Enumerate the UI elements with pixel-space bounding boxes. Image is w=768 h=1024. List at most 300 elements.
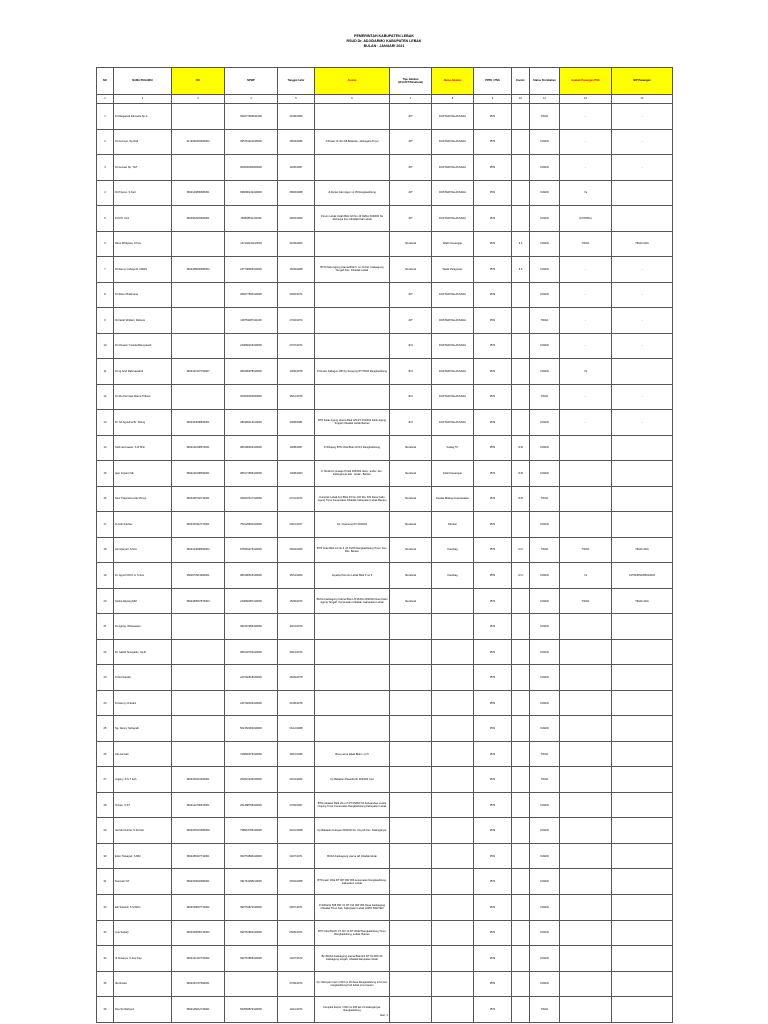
cell-alamat: Jl. Muslimin prasajo 8 blok 005/002 desa ; ander, kec : kalanganyar kab : lebak - Banten [315,461,390,487]
cell-eselon [512,716,530,742]
cell-status-pernikahan: KAWIN [530,894,560,920]
cell-tanggal-lahir: 16/06/1968 [278,257,315,283]
cell-eselon [512,946,530,972]
cell-npwp: 259307417419000 [225,486,278,512]
cell-nip-pasangan [612,971,673,997]
cell-tanggal-lahir: 25/12/1978 [278,384,315,410]
cell-alamat [315,639,390,665]
cell-tanggal-lahir: 27/07/1974 [278,333,315,359]
cell-status-pernikahan: KAWIN [530,333,560,359]
cell-no: 26 [97,741,114,767]
cell-tanggal-lahir: 17/02/1974 [278,308,315,334]
cell-nik: 3602052903690001 [172,206,225,232]
col-header-nik: NIK [172,68,225,95]
cell-alamat: BTN Kadu Agung Utama Blok C no 10 Kel. Kaduagung Tengah Kec. Cibadak Lebak [315,257,390,283]
cell-status-pernikahan: KAWIN [530,716,560,742]
cell-nip-pasangan: - [612,155,673,181]
cell-eselon: III.B [512,486,530,512]
table-row [97,741,673,767]
cell-npwp: 093167956419000 [225,614,278,640]
cell-pppk-pns: PNS [474,690,512,716]
table-row [97,537,673,563]
cell-nama: Juglery, S.S.T Keb [114,767,172,793]
cell-npwp: 090751896419000 [225,843,278,869]
cell-pppk-pns: PNS [474,486,512,512]
cell-tanggal-lahir: 15/09/1970 [278,588,315,614]
cell-alamat: Bni BUKA Kaduagung utama Blok E/4 RT 04 /RW 03 kaduagung tengah, cibadak kabupaten lebak [315,946,390,972]
cell-eselon: IV.A [512,537,530,563]
cell-nip-pasangan [612,512,673,538]
cell-pppk-pns: PNS [474,665,512,691]
cell-nama-jabatan [432,997,474,1023]
cell-status-pernikahan: KAWIN [530,512,560,538]
cell-pasangan-pns [560,639,612,665]
cell-status-pernikahan: KAWIN [530,971,560,997]
cell-nama-jabatan [432,639,474,665]
cell-eselon: III.B [512,435,530,461]
cell-status-pernikahan: KAWIN [530,946,560,972]
col-header-nip-pasangan: NIP Pasangan [612,68,673,95]
cell-alamat: Jl.Durian Kali Jagur no 35 Rangkasbitung [315,180,390,206]
cell-nip-pasangan [612,665,673,691]
table-row [97,588,673,614]
cell-pppk-pns: PNS [474,639,512,665]
cell-pasangan-pns [560,614,612,640]
cell-nip-pasangan: - [612,333,673,359]
col-header-nama: NAMA PEGAWAI [114,68,172,95]
cell-nama-jabatan: DOKTER PELAKSANA [432,206,474,232]
cell-nik [172,155,225,181]
cell-pasangan-pns [560,869,612,895]
cell-status-pernikahan: KAWIN [530,665,560,691]
cell-nama: Sufina Eliyang,MM [114,588,172,614]
cell-nama-jabatan [432,792,474,818]
page-number: Hal. 1 [380,1013,388,1017]
cell-pppk-pns: PNS [474,180,512,206]
cell-pppk-pns: PNS [474,104,512,130]
cell-alamat: Jl.Fraser III /02-4/8 Belawan, Jatinegara Timur [315,129,390,155]
cell-status-pernikahan: KAWIN [530,588,560,614]
cell-nik: 3602141008630001 [172,461,225,487]
cell-nip-pasangan [612,894,673,920]
cell-status-pernikahan: KAWIN [530,843,560,869]
cell-npwp: 147146311413000 [225,231,278,257]
cell-nama: Tetuan, S.ST [114,792,172,818]
cell-nik: 3602150605710002 [172,920,225,946]
cell-alamat: BUKA Kaduagung Utama Blok L/5 Rt/Rw 003/002 Desa Kadu Agung Tengah, Kecamatan Cibadak, Kabupaten Lebak [315,588,390,614]
cell-nip-pasangan: - [612,308,673,334]
cell-eselon [512,333,530,359]
cell-pasangan-pns [560,997,612,1023]
cell-status-pernikahan: KAWIN [530,614,560,640]
cell-npwp: 243792518419000 [225,665,278,691]
col-header-status-pernikahan: Status Pernikahan [530,68,560,95]
cell-alamat: Jayaloq Perumo Lebak Blok F no 5 [315,563,390,589]
cell-alamat [315,690,390,716]
cell-pppk-pns: PNS [474,741,512,767]
cell-tipe-jabatan: JFT [390,308,432,334]
cell-tanggal-lahir: 21/09/1963 [278,231,315,257]
cell-tipe-jabatan [390,946,432,972]
cell-pppk-pns: PNS [474,129,512,155]
cell-npwp: 000000000000000 [225,155,278,181]
cell-tanggal-lahir: 07/01/1971 [278,486,315,512]
cell-eselon [512,997,530,1023]
cell-status-pernikahan: TIDAK [530,741,560,767]
cell-nama: Edi Sutandi, S.Si,MKs [114,894,172,920]
table-row [97,435,673,461]
cell-no: 4 [97,180,114,206]
cell-nip-pasangan: - [612,410,673,436]
cell-eselon: III.B [512,461,530,487]
cell-nip-pasangan [612,180,673,206]
cell-pppk-pns: PNS [474,333,512,359]
cell-no: 33 [97,920,114,946]
cell-alamat: Komplek Lebak Asri Blok F3 No 13A Rw. 003 Desa Kadu Agung Timur Kecamatan Cibadak Kabupaten Lebak Banten [315,486,390,512]
cell-pasangan-pns [560,971,612,997]
cell-pppk-pns: PNS [474,308,512,334]
col-number: 11 [530,95,560,104]
table-row [97,155,673,181]
table-row [97,180,673,206]
cell-pasangan-pns [560,818,612,844]
cell-no: 13 [97,410,114,436]
cell-nama: Dr. Sri Agustina Br. Tobing [114,410,172,436]
cell-tipe-jabatan [390,997,432,1023]
cell-nama: Iti Suwarya, S.Kep Kep [114,946,172,972]
cell-nama: Ng. Nenny Sehayadi [114,716,172,742]
cell-alamat: BTN Ciba BLOK C7 NO 10 RT 02/02 Rangkasbitung Timur Rangkasbitung, Lebak, Banten [315,920,390,946]
cell-eselon [512,588,530,614]
col-header-npwp: NPWP [225,68,278,95]
cell-nama-jabatan [432,894,474,920]
table-row [97,333,673,359]
cell-eselon [512,741,530,767]
cell-nik: 3602150607710002 [172,894,225,920]
cell-pppk-pns: PNS [474,971,512,997]
cell-pasangan-pns: - [560,333,612,359]
cell-nama-jabatan [432,716,474,742]
cell-nip-pasangan [612,741,673,767]
cell-nip-pasangan: - [612,129,673,155]
cell-pppk-pns: PNS [474,435,512,461]
cell-eselon [512,206,530,232]
cell-nik [172,384,225,410]
cell-nama: Dr.Wisnu Budimana [114,282,172,308]
cell-tanggal-lahir: 01/12/1968 [278,716,315,742]
cell-eselon [512,767,530,793]
cell-tipe-jabatan [390,639,432,665]
cell-no: 32 [97,894,114,920]
cell-tipe-jabatan: JFU [390,333,432,359]
cell-tipe-jabatan: JFT [390,180,432,206]
cell-nik: 3173031803690002 [172,129,225,155]
cell-tipe-jabatan [390,843,432,869]
cell-alamat: Kp Babakan Pasarbe Rt 003/004 CL2 [315,767,390,793]
cell-tanggal-lahir: 23/08/1981 [278,410,315,436]
cell-no: 23 [97,665,114,691]
cell-tanggal-lahir: 30/12/1965 [278,741,315,767]
cell-nama-jabatan [432,946,474,972]
cell-nip-pasangan [612,614,673,640]
cell-nama: Dr.Gumoyo, Sp.Rad [114,129,172,155]
cell-tipe-jabatan [390,792,432,818]
cell-no: 10 [97,333,114,359]
table-row [97,129,673,155]
cell-status-pernikahan: KAWIN [530,257,560,283]
cell-tipe-jabatan: Struktural [390,486,432,512]
cell-nama-jabatan: Kabag TU [432,435,474,461]
cell-pppk-pns: PNS [474,512,512,538]
cell-no: 24 [97,690,114,716]
cell-tanggal-lahir: 24/07/1971 [278,843,315,869]
cell-alamat: BUKA Kaduagung utama H/I cibadak lebak [315,843,390,869]
cell-pppk-pns: PNS [474,257,512,283]
cell-npwp: 139753087411000 [225,308,278,334]
cell-nama-jabatan: Kepala Bidang Keperawatan [432,486,474,512]
cell-status-pernikahan: KAWIN [530,690,560,716]
cell-status-pernikahan: TIDAK [530,997,560,1023]
cell-alamat [315,155,390,181]
cell-alamat: Kp Babakan Kutayas 003/002 Ds. Ciuyah Kec. Kalanganyar [315,818,390,844]
cell-tanggal-lahir: 02/01/1962 [278,767,315,793]
cell-nip-pasangan: TIDAK ADA [612,537,673,563]
table-row [97,818,673,844]
cell-pasangan-pns [560,512,612,538]
cell-nik [172,741,225,767]
cell-tipe-jabatan: Struktural [390,435,432,461]
cell-tipe-jabatan [390,690,432,716]
cell-nama: Dr.Nanny Cahaya R, MARS [114,257,172,283]
table-row [97,716,673,742]
table-body [97,104,673,1023]
cell-tipe-jabatan: JFT [390,104,432,130]
cell-npwp [225,971,278,997]
cell-nama-jabatan [432,690,474,716]
cell-tipe-jabatan: Struktural [390,257,432,283]
cell-nip-pasangan [612,997,673,1023]
cell-tipe-jabatan [390,894,432,920]
cell-eselon [512,180,530,206]
cell-tanggal-lahir: 12/06/1967 [278,155,315,181]
cell-pppk-pns: PNS [474,206,512,232]
cell-pasangan-pns [560,461,612,487]
cell-nip-pasangan: 197504052005012004 [612,563,673,589]
cell-pppk-pns: PNS [474,410,512,436]
cell-status-pernikahan: TIDAK [530,537,560,563]
cell-pasangan-pns: - [560,129,612,155]
cell-pppk-pns: PNS [474,614,512,640]
cell-eselon [512,869,530,895]
cell-nip-pasangan [612,716,673,742]
cell-nama-jabatan: DOKTER PELAKSANA [432,410,474,436]
table-row [97,843,673,869]
cell-tanggal-lahir: 30/12/1970 [278,639,315,665]
cell-npwp: 090751856419000 [225,946,278,972]
cell-pppk-pns: PNS [474,461,512,487]
col-header-eselon: Eselon [512,68,530,95]
cell-eselon [512,639,530,665]
cell-nama: Ital Siti Nurlina, S.Sit Keb [114,818,172,844]
col-number: 13 [612,95,673,104]
cell-nama-jabatan [432,588,474,614]
cell-pppk-pns: PNS [474,869,512,895]
cell-alamat: BTN pakawar Blok 2d no7 RT 05/RW 04 Keluarahan muara Ciujung Timur Kecamatan Rangkasbitung Kabupaten Lebak [315,792,390,818]
cell-no: 29 [97,818,114,844]
cell-nama: Ipan Irnpanti SE [114,461,172,487]
table-row [97,384,673,410]
table-row [97,665,673,691]
cell-tipe-jabatan [390,920,432,946]
cell-npwp: 729892076419000 [225,741,278,767]
cell-pasangan-pns [560,665,612,691]
cell-pasangan-pns: Ya [560,180,612,206]
cell-alamat [315,231,390,257]
cell-nip-pasangan [612,920,673,946]
cell-alamat [315,104,390,130]
cell-nip-pasangan [612,486,673,512]
cell-pasangan-pns [560,486,612,512]
col-number: 5 [278,95,315,104]
cell-nama: Dr.Chusein Yusintia Banuyasah [114,333,172,359]
cell-nama-jabatan [432,843,474,869]
cell-npwp: 090277996021000 [225,104,278,130]
cell-tipe-jabatan: JFT [390,206,432,232]
cell-nama: R.Andi Sukhan [114,512,172,538]
cell-no: 30 [97,843,114,869]
table-row [97,946,673,972]
cell-nik: 3602140806680001 [172,180,225,206]
cell-nama: Rano Widiyana, S.Kes [114,231,172,257]
cell-no: 22 [97,639,114,665]
cell-alamat: Komplek kantor rt 002 rw 006 kel mb kalanganyar, Rangkasbitung [315,997,390,1023]
cell-tanggal-lahir: 10/08/1963 [278,461,315,487]
cell-nama: Dr.Agung. Widyawano [114,614,172,640]
cell-eselon [512,104,530,130]
cell-pasangan-pns: - [560,308,612,334]
cell-pasangan-pns [560,435,612,461]
cell-nik [172,282,225,308]
cell-nip-pasangan: TIDAK ADA [612,588,673,614]
cell-npwp: 750129600419000 [225,512,278,538]
cell-no: 34 [97,946,114,972]
cell-npwp: 251388708419000 [225,792,278,818]
cell-status-pernikahan: KAWIN [530,435,560,461]
cell-nama-jabatan: DOKTER PELAKSANA [432,104,474,130]
cell-nik: 3602180702710001 [172,486,225,512]
cell-npwp: 091761158419000 [225,869,278,895]
cell-npwp: 243682087419000 [225,588,278,614]
cell-nama-jabatan: DOKTER PELAKSANA [432,333,474,359]
col-number: 10 [512,95,530,104]
cell-tanggal-lahir: 21/09/1959 [278,104,315,130]
table-row [97,971,673,997]
cell-tipe-jabatan: Struktural [390,461,432,487]
cell-pasangan-pns: Ya [560,563,612,589]
cell-npwp: 080180515419000 [225,563,278,589]
cell-tipe-jabatan [390,869,432,895]
cell-nama-jabatan: DOKTER PELAKSANA [432,308,474,334]
cell-nama-jabatan: DOKTER PELAKSANA [432,180,474,206]
cell-tanggal-lahir: 18/03/1966 [278,129,315,155]
cell-nama: Enko Tolwayati, S.MM [114,843,172,869]
cell-tanggal-lahir: 01/01/1968 [278,818,315,844]
cell-pppk-pns: PNS [474,588,512,614]
cell-no: 11 [97,359,114,385]
cell-nik: 3602145212740001 [172,997,225,1023]
document-header [0,34,768,49]
cell-tanggal-lahir: 29/03/1969 [278,206,315,232]
cell-pppk-pns: PNS [474,563,512,589]
cell-nip-pasangan [612,359,673,385]
col-header-pppk-pns: PPPK / PNS [474,68,512,95]
cell-nama: Lilis Asmiah [114,741,172,767]
cell-tanggal-lahir: 07/09/1974 [278,971,315,997]
col-number: 1 [97,95,114,104]
cell-npwp: 563684879419000 [225,997,278,1023]
cell-pppk-pns: PNS [474,767,512,793]
col-number: 8 [432,95,474,104]
cell-eselon [512,690,530,716]
cell-pasangan-pns: - [560,384,612,410]
cell-status-pernikahan: KAWIN [530,920,560,946]
cell-nama-jabatan [432,971,474,997]
cell-pasangan-pns: - [560,155,612,181]
cell-alamat [315,665,390,691]
table-row [97,104,673,130]
table-row [97,614,673,640]
table-row [97,690,673,716]
cell-nama: Dr.Hanny Chairani [114,690,172,716]
table-row [97,231,673,257]
cell-pasangan-pns: (KONTRA) [560,206,612,232]
cell-nip-pasangan [612,792,673,818]
cell-eselon [512,282,530,308]
cell-no: 31 [97,869,114,895]
cell-eselon [512,971,530,997]
cell-nip-pasangan [612,461,673,487]
cell-alamat: Kp. Cipanong RT 002/003 [315,512,390,538]
cell-nama: Dr.dris Permata Warna Trikresi [114,384,172,410]
cell-pasangan-pns [560,767,612,793]
cell-pasangan-pns: TIDAK [560,588,612,614]
cell-pppk-pns: PNS [474,155,512,181]
cell-nik: 3602150201620001 [172,767,225,793]
col-header-alamat: Alamat [315,68,390,95]
cell-nip-pasangan: TIDAK ADA [612,231,673,257]
cell-nip-pasangan [612,946,673,972]
cell-nik: 3602141307760007 [172,359,225,385]
table-row [97,410,673,436]
cell-nip-pasangan [612,818,673,844]
cell-status-pernikahan: TIDAK [530,308,560,334]
table-row [97,461,673,487]
cell-tanggal-lahir: 27/06/1967 [278,792,315,818]
cell-pppk-pns: PNS [474,997,512,1023]
cell-nama: Dr.ng Arief Rahmawahdi [114,359,172,385]
cell-nama: Dr.Ed Ganadi [114,665,172,691]
table-row [97,639,673,665]
cell-pppk-pns: PNS [474,716,512,742]
cell-npwp: 080180916419000 [225,435,278,461]
cell-tanggal-lahir: 10/08/1967 [278,435,315,461]
table-row [97,486,673,512]
cell-tipe-jabatan: JFU [390,384,432,410]
cell-npwp: 798519786419000 [225,818,278,844]
cell-pppk-pns: PNS [474,843,512,869]
cell-pasangan-pns [560,920,612,946]
cell-nama: Iyus Sudarji [114,920,172,946]
